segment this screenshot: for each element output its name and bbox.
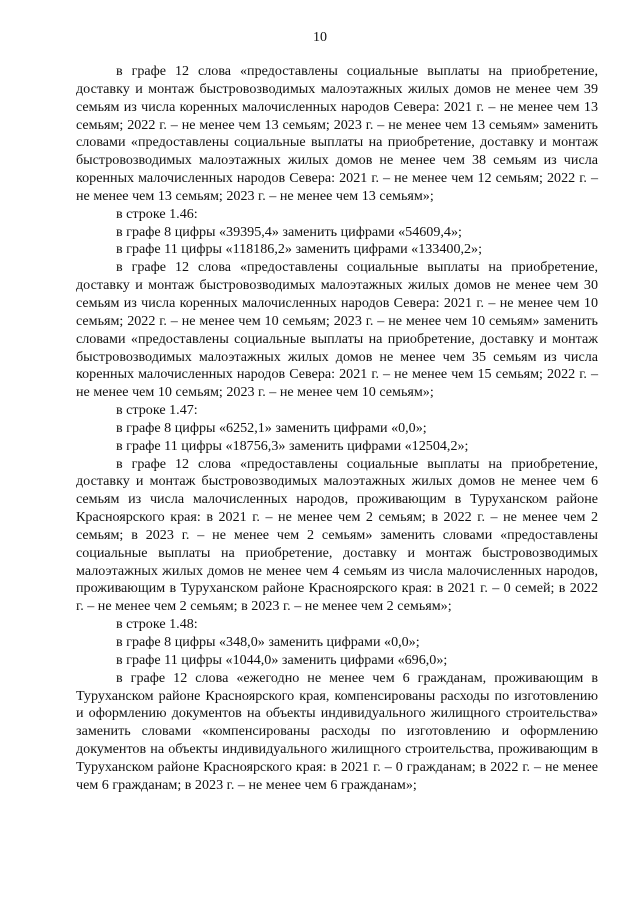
paragraph-1: в графе 12 слова «предоставлены социальные выплаты на приобретение, доставку и монтаж быстровозводимых малоэтажных жилых домов не менее чем 39 семьям из числа коренных малочисленных народов Севера: 2021 г. – не менее чем 13 семьям; 2022 г. – не менее чем 13 семьям; 2023 г. – не менее чем 13 семьям» заменить словами «предоставлены социальные выплаты на приобретение, доставку и монтаж быстровозводимых малоэтажных жилых домов не менее чем 38 семьям из числа коренных малочисленных народов Севера: 2021 г. – не менее чем 12 семьям; 2022 г. – не менее чем 13 семьям; 2023 г. – не менее чем 13 семьям»;: [76, 63, 598, 204]
paragraph-column-12-1-47: в графе 12 слова «предоставлены социальные выплаты на приобретение, доставку и монтаж быстровозводимых малоэтажных жилых домов не менее чем 6 семьям из числа малочисленных народов, проживающим в Туруханском районе Красноярского края: в 2021 г. – не менее чем 2 семьям; в 2022 г. – не менее чем 2 семьям; в 2023 г. – не менее чем 2 семьям» заменить словами «предоставлены социальные выплаты на приобретение, доставку и монтаж быстровозводимых малоэтажных жилых домов не менее чем 4 семьям из числа малочисленных народов, проживающим в Туруханском районе Красноярского края: в 2021 г. – 0 семей; в 2022 г. – не менее чем 2 семьям; в 2023 г. – не менее чем 2 семьям»;: [76, 455, 598, 615]
page-number: 10: [313, 30, 327, 45]
paragraph-column-11-1-47: в графе 11 цифры «18756,3» заменить цифрами «12504,2»;: [116, 437, 469, 454]
paragraph-column-8-1-47: в графе 8 цифры «6252,1» заменить цифрами «0,0»;: [116, 419, 427, 436]
paragraph-column-12-1-46: в графе 12 слова «предоставлены социальные выплаты на приобретение, доставку и монтаж быстровозводимых малоэтажных жилых домов не менее чем 30 семьям из числа коренных малочисленных народов Севера: 2021 г. – не менее чем 10 семьям; 2022 г. – не менее чем 10 семьям; 2023 г. – не менее чем 10 семьям» заменить словами «предоставлены социальные выплаты на приобретение, доставку и монтаж быстровозводимых малоэтажных жилых домов не менее чем 35 семьям из числа коренных малочисленных народов Севера: 2021 г. – не менее чем 15 семьям; 2022 г. – не менее чем 10 семьям; 2023 г. – не менее чем 10 семьям»;: [76, 259, 598, 401]
paragraph-column-8-1-46: в графе 8 цифры «39395,4» заменить цифрами «54609,4»;: [116, 223, 462, 240]
paragraph-row-1-48: в строке 1.48:: [116, 616, 198, 633]
document-body: [76, 63, 598, 795]
paragraph-column-8-1-48: в графе 8 цифры «348,0» заменить цифрами «0,0»;: [116, 634, 420, 650]
paragraph-column-12-1-48: в графе 12 слова «ежегодно не менее чем 6 гражданам, проживающим в Туруханском районе Красноярского края, компенсированы расходы по изготовлению и оформлению документов на объекты индивидуального жилищного строительства» заменить словами «компенсированы расходы по изготовлению и оформлению документов на объекты индивидуального жилищного строительства, проживающим в Туруханском районе Красноярского края: в 2021 г. – 0 гражданам; в 2022 г. – не менее чем 6 гражданам; в 2023 г. – не менее чем 6 гражданам»;: [76, 669, 598, 793]
paragraph-row-1-47: в строке 1.47:: [116, 402, 198, 419]
paragraph-column-11-1-48: в графе 11 цифры «1044,0» заменить цифрами «696,0»;: [116, 651, 448, 668]
paragraph-column-11-1-46: в графе 11 цифры «118186,2» заменить цифрами «133400,2»;: [116, 241, 483, 258]
paragraph-row-1-46: в строке 1.46:: [116, 205, 198, 222]
